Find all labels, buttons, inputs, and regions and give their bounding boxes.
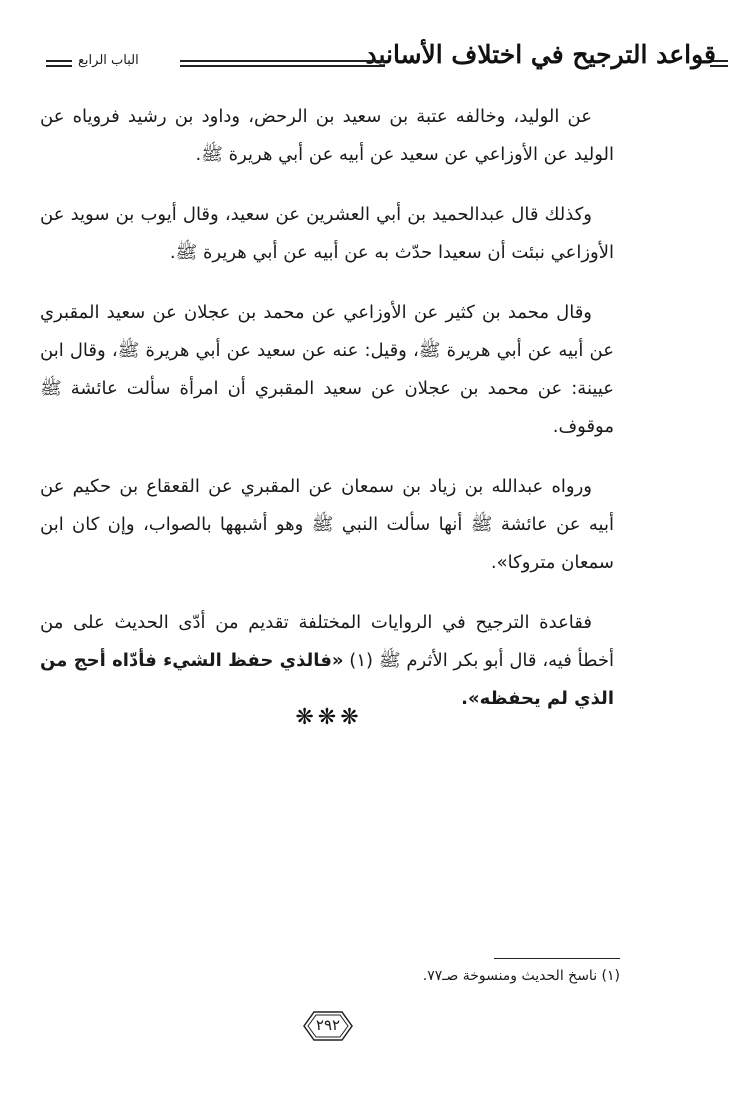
- paragraph: وقال محمد بن كثير عن الأوزاعي عن محمد بن عجلان عن سعيد المقبري عن أبيه عن أبي هريرة ﷺ، وقيل: عنه عن سعيد عن أبي هريرة ﷺ، وقال ابن عيينة: عن محمد بن عجلان عن سعيد المقبري أن امرأة سألت عائشة ﷺ موقوف.: [40, 302, 614, 437]
- header-rule: [180, 60, 385, 67]
- section-separator: ❋❋❋: [295, 705, 363, 730]
- paragraph-text: فقاعدة الترجيح في الروايات المختلفة تقديم من أدّى الحديث على من أخطأ فيه، قال أبو بكر الأثرم ﷺ (١): [40, 612, 615, 671]
- page-header: [30, 40, 716, 84]
- page-number: ٢٩٢: [315, 1016, 341, 1034]
- paragraph: ورواه عبدالله بن زياد بن سمعان عن المقبري عن القعقاع بن حكيم عن أبيه عن عائشة ﷺ أنها سألت النبي ﷺ وهو أشبهها بالصواب، وإن كان ابن سمعان متروكا».: [40, 476, 614, 573]
- book-title: قواعد الترجيح في اختلاف الأسانيد: [365, 40, 716, 69]
- page-number-ornament: [298, 1008, 358, 1044]
- paragraph-with-quote: [40, 604, 614, 718]
- bold-quote: «فالذي حفظ الشيء فأدّاه أحج من الذي لم يحفظه».: [40, 650, 614, 709]
- paragraph: عن الوليد، وخالفه عتبة بن سعيد بن الرحض، وداود بن رشيد فروياه عن الوليد عن الأوزاعي عن سعيد عن أبيه عن أبي هريرة ﷺ.: [40, 106, 614, 165]
- footnote-divider: [494, 958, 620, 959]
- paragraph: وكذلك قال عبدالحميد بن أبي العشرين عن سعيد، وقال أيوب بن سويد عن الأوزاعي نبئت أن سعيدا حدّث به عن أبيه عن أبي هريرة ﷺ.: [40, 204, 614, 263]
- main-text: [40, 98, 614, 740]
- chapter-label: الباب الرابع: [78, 53, 139, 68]
- footnote: (١) ناسخ الحديث ومنسوخة صـ٧٧.: [422, 968, 620, 984]
- header-rule-left: [46, 60, 72, 67]
